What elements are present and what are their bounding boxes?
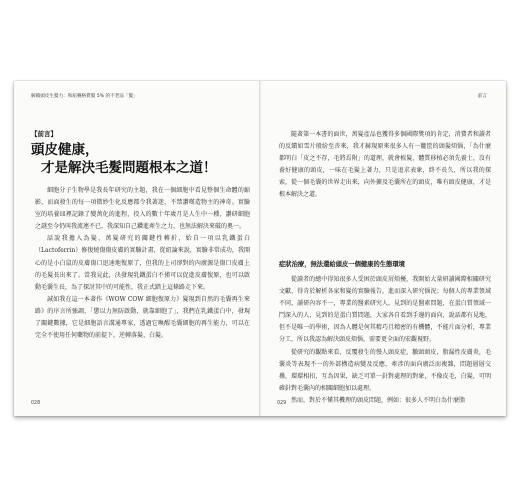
section-tag: 【前言】: [31, 130, 57, 138]
left-page: [14, 81, 259, 416]
paragraph: 從研究的觀點來看，反覆發生的慢人頭皮症，皺頭頭皮，脂漏性皮膚炎，毛囊炎等表現不一的外部構造病變及反應，牽涉的面向廣泛而複雜，問題層層交疊，環環相扣，互為因果，缺乏可單一針對處理的對象，不像皮毛，白髮，可明確針對毛囊內的相關細胞加以處理。: [279, 348, 491, 392]
left-body: [35, 185, 250, 342]
paragraph: 然而，對於不懂其機理的頭皮問題，例如：很多人不明白為什麼脂: [291, 396, 466, 404]
right-body-top: [279, 129, 491, 202]
paragraph: 從讀者的總中得知很多人受困於頭皮屑煩擾，我開始大量研讀國際相關研究文獻，得肯於解析各家和髮的實驗報告，進而深入研究惱況；每個人的專業領域不同，讀研內容不一，專業的醫素研究人，見到的是醫素問題，在蛋白質領域一鬥深入的人，見到的是蛋白質問題，大家各自看到手邊的面向，說話都有見地，但不是唯一的學術，因為人體是何其精巧且精密的有機體，不能片面分析，專業分工，所以我認為解決頭皮煩惱，需要更全面的宏觀視野。: [279, 276, 491, 344]
title-line-2: 才是解決毛髮問題根本之道！: [41, 160, 217, 176]
left-page-number: 028: [31, 401, 41, 406]
right-page-number: 029: [277, 401, 287, 406]
right-running-head: 前言: [477, 94, 487, 99]
title-line-1: 頭皮健康，: [31, 142, 99, 158]
section-subheading: 症狀治療，無法還給頭皮一個健康的生態環境: [279, 261, 405, 268]
paragraph: 細胞分子生物學是我長年研究的主題，我在一個細胞中看見整個生命體的縮影，而面發生的每一項微妙生化反應都令我著迷，不禁讚嘆造物主的神奇。實驗室的培養皿裡記錄了變萬化的進程，投入的數十年歲月是人生中一種，讚研細胞之謎至今仍叫我流連不已，我深知自己鑽進牽生之力，也無法解決來破的奧一。: [35, 187, 250, 231]
left-running-head: 解鎖頭皮生髮力：和紐賽格費髮 5% 的不老法「髮」: [31, 94, 138, 99]
right-page: [261, 81, 506, 416]
paragraph: 隨著第一本書的面世，萬髮產品也獲得多個國際獎項的肯定，消費者和讀者的反饋如雪片般紛至沓來，我才赫現原來很多人有一籮筐的頭髮煩惱，「為什麼都明白「皮之不存，毛將焉附」的道理，就會植髮、體質移植必須先養土，沒有養好健康的頭皮，一味在毛髮上著力，只是追求表象，終不長久，所以我的探索，從一個毛囊的世界走出來，向外擴及毛囊所在的頭皮，唯有頭皮健康，才是根本解決之道。: [279, 131, 491, 199]
paragraph: 誠如我在這一本著作《WOW COW 細胞復原力》髮現到自然的毛囊再生來路》的序言所強調，「懲以力無防啟動，就靠細胞了」，我們在乳鐵蛋白中，發現了關鍵數據，它是細胞語言溝通專家，透過它喚醒毛囊細胞的再生能力，可以在完全不使用任何藥物的前提下，逆轉落髮、白髮。: [35, 295, 250, 340]
paragraph: 話說我擔入為髮，萬髮研究的關鍵性轉折，始自一項以乳鐵蛋白（Lactoferrin）修復燒傷傷皮膚的實驗計畫，從紐論來說，實驗非常成功，我開心的是小白鼠的皮膚傷口迅速地復原了，但我的上司卻對的內廣源是傷口皮膚上的毛髮長出來了。當我見此，決發現乳鐵蛋白不僅可以促進皮膚復原，也可以啟動毛囊生長，為了探討其中的可能性，我正式踏上這條路走下來。: [35, 235, 250, 291]
right-body-bottom: [279, 274, 491, 407]
chapter-title: [31, 141, 251, 177]
